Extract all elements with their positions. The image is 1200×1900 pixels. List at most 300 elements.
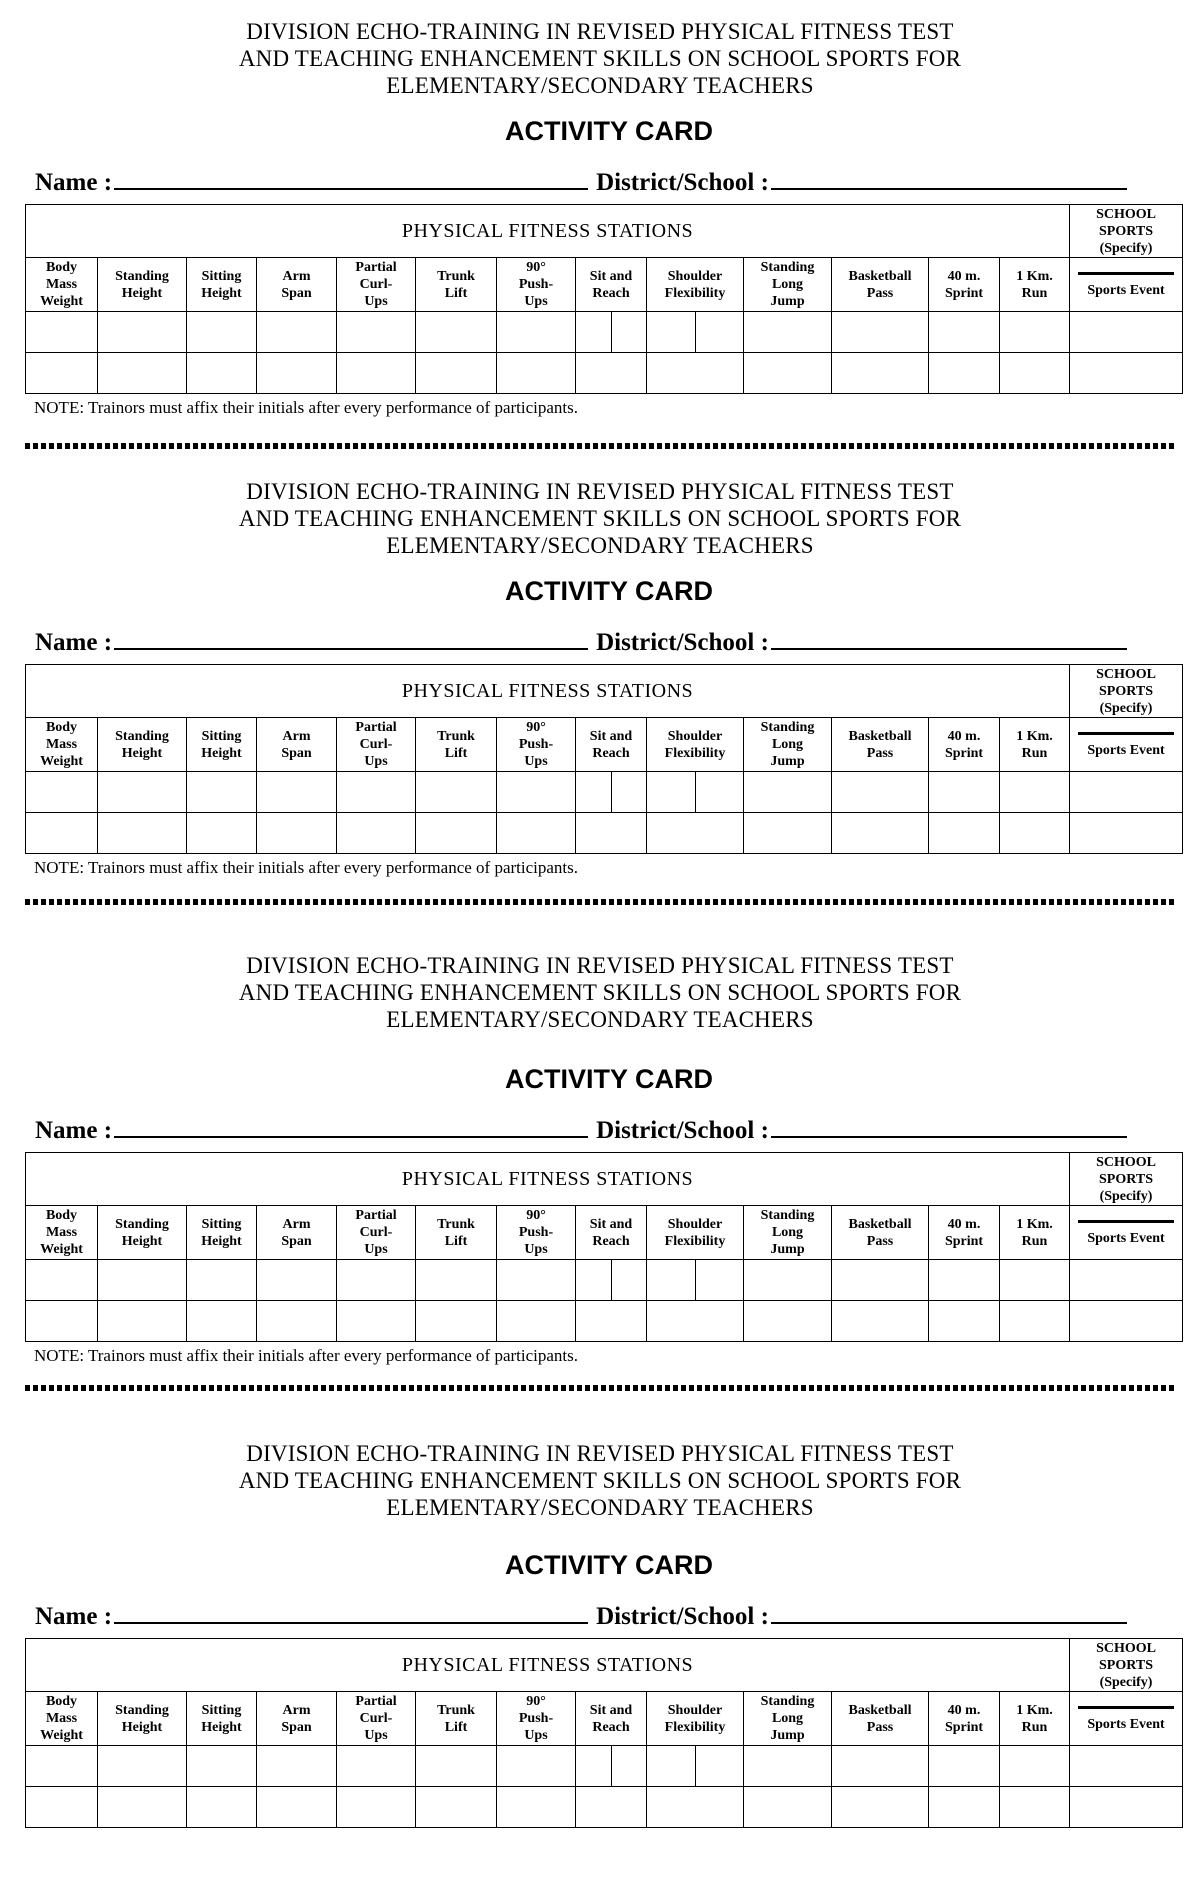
entry-cell[interactable]: [98, 1301, 187, 1342]
entry-cell[interactable]: [337, 1260, 416, 1301]
entry-cell[interactable]: [1070, 813, 1183, 854]
entry-cell[interactable]: [1000, 1746, 1070, 1787]
entry-cell[interactable]: [26, 772, 98, 813]
entry-cell[interactable]: [576, 1260, 647, 1301]
heading-line: DIVISION ECHO-TRAINING IN REVISED PHYSICAL FITNESS TEST: [246, 19, 954, 44]
entry-cell[interactable]: [187, 1301, 257, 1342]
entry-cell[interactable]: [98, 772, 187, 813]
column-header-line: Trunk: [437, 1216, 475, 1232]
column-header-line: Sprint: [944, 1233, 984, 1249]
column-header-line: Push-: [518, 1225, 554, 1240]
entry-cell[interactable]: [416, 312, 497, 353]
column-header-line: Height: [201, 745, 242, 761]
column-header: [744, 258, 832, 312]
entry-cell[interactable]: [929, 1301, 1000, 1342]
column-header-line: Flexibility: [664, 285, 726, 301]
column-header-line: 90°: [526, 1694, 546, 1709]
entry-cell[interactable]: [744, 813, 832, 854]
entry-cell[interactable]: [832, 813, 929, 854]
column-header: [257, 1692, 337, 1746]
column-header: [416, 718, 497, 772]
heading-line: ELEMENTARY/SECONDARY TEACHERS: [386, 533, 814, 558]
column-header-line: Partial: [355, 1208, 397, 1223]
cell-divider: [611, 312, 612, 352]
column-header-line: Pass: [866, 1719, 894, 1735]
name-label: Name :: [35, 169, 113, 196]
column-header-line: Long: [771, 1711, 804, 1726]
name-label: Name :: [35, 629, 113, 656]
entry-cell[interactable]: [187, 772, 257, 813]
entry-cell[interactable]: [337, 353, 416, 394]
column-header-line: Pass: [866, 745, 894, 761]
district-school-field[interactable]: [771, 628, 1127, 650]
district-school-field[interactable]: [771, 1602, 1127, 1624]
school-sports-line: (Specify): [1099, 1674, 1153, 1690]
column-header: [257, 718, 337, 772]
column-header-line: 1 Km.: [1016, 728, 1053, 744]
school-sports-line: (Specify): [1099, 1188, 1153, 1204]
column-header-line: 90°: [526, 1208, 546, 1223]
entry-cell[interactable]: [1070, 312, 1183, 353]
school-sports-line: SCHOOL: [1096, 1640, 1156, 1656]
heading-line: AND TEACHING ENHANCEMENT SKILLS ON SCHOOL SPORTS FOR: [238, 506, 962, 531]
column-header-line: 90°: [526, 720, 546, 735]
entry-cell[interactable]: [257, 813, 337, 854]
column-header: [647, 258, 744, 312]
column-header: [929, 718, 1000, 772]
stations-header: PHYSICAL FITNESS STATIONS: [26, 665, 1070, 718]
heading-line: ELEMENTARY/SECONDARY TEACHERS: [386, 1007, 814, 1032]
entry-cell[interactable]: [576, 1746, 647, 1787]
cell-divider: [695, 772, 696, 812]
entry-cell[interactable]: [416, 772, 497, 813]
column-header: [337, 718, 416, 772]
stations-header: PHYSICAL FITNESS STATIONS: [26, 205, 1070, 258]
name-district-line: [35, 628, 1127, 657]
entry-cell[interactable]: [497, 1787, 576, 1828]
entry-cell[interactable]: [929, 813, 1000, 854]
column-header-line: Height: [201, 1719, 242, 1735]
sports-event-header: [1070, 258, 1183, 312]
column-header-line: Sit and: [589, 1702, 633, 1718]
school-sports-header: [1070, 1153, 1183, 1206]
district-school-field[interactable]: [771, 168, 1127, 190]
column-header-line: Jump: [770, 1242, 805, 1257]
sports-event-label: Sports Event: [1087, 1231, 1165, 1246]
card-title: ACTIVITY CARD: [504, 1550, 713, 1580]
school-sports-line: SPORTS: [1099, 1657, 1153, 1673]
column-header-line: Shoulder: [667, 1216, 723, 1232]
column-header: [576, 1206, 647, 1260]
entry-cell[interactable]: [416, 813, 497, 854]
column-header-line: Reach: [592, 1233, 630, 1249]
column-header-line: Sprint: [944, 745, 984, 761]
column-header: [744, 718, 832, 772]
entry-cell[interactable]: [576, 353, 647, 394]
district-school-label: District/School :: [596, 169, 769, 196]
entry-cell[interactable]: [576, 772, 647, 813]
column-header-line: Shoulder: [667, 268, 723, 284]
entry-cell[interactable]: [832, 1260, 929, 1301]
entry-cell[interactable]: [1070, 353, 1183, 394]
column-header: [26, 258, 98, 312]
stations-header: PHYSICAL FITNESS STATIONS: [26, 1639, 1070, 1692]
card-heading: [0, 478, 1200, 559]
entry-cell[interactable]: [1000, 772, 1070, 813]
entry-cell[interactable]: [26, 1301, 98, 1342]
column-header: [576, 718, 647, 772]
entry-cell[interactable]: [187, 813, 257, 854]
column-header: [1000, 1692, 1070, 1746]
entry-cell[interactable]: [187, 1746, 257, 1787]
entry-cell[interactable]: [497, 1746, 576, 1787]
column-header-line: Jump: [770, 754, 805, 769]
entry-cell[interactable]: [26, 1787, 98, 1828]
entry-cell[interactable]: [257, 1787, 337, 1828]
entry-cell[interactable]: [744, 1260, 832, 1301]
column-header-line: Sit and: [589, 728, 633, 744]
column-header-line: Height: [201, 285, 242, 301]
sports-event-rule: [1078, 732, 1174, 735]
column-header-line: Standing: [115, 1216, 169, 1232]
entry-cell[interactable]: [98, 312, 187, 353]
column-header-line: Span: [281, 1233, 312, 1249]
cell-divider: [611, 1260, 612, 1300]
column-header-line: 40 m.: [947, 728, 981, 744]
entry-cell[interactable]: [497, 813, 576, 854]
entry-cell[interactable]: [1070, 1260, 1183, 1301]
sports-event-header: [1070, 1206, 1183, 1260]
entry-cell[interactable]: [416, 1260, 497, 1301]
school-sports-line: SCHOOL: [1096, 206, 1156, 222]
entry-cell[interactable]: [647, 312, 744, 353]
entry-cell[interactable]: [1070, 1787, 1183, 1828]
column-header: [929, 1692, 1000, 1746]
entry-cell[interactable]: [744, 312, 832, 353]
entry-cell[interactable]: [337, 1301, 416, 1342]
column-header-line: Mass: [45, 1711, 78, 1726]
entry-cell[interactable]: [26, 1260, 98, 1301]
heading-line: ELEMENTARY/SECONDARY TEACHERS: [386, 73, 814, 98]
entry-cell[interactable]: [1070, 772, 1183, 813]
entry-cell[interactable]: [26, 813, 98, 854]
column-header: [832, 1692, 929, 1746]
entry-cell[interactable]: [337, 813, 416, 854]
column-header-line: Weight: [40, 294, 83, 309]
entry-cell[interactable]: [832, 772, 929, 813]
entry-cell[interactable]: [929, 1787, 1000, 1828]
column-header: [647, 718, 744, 772]
heading-line: AND TEACHING ENHANCEMENT SKILLS ON SCHOOL SPORTS FOR: [238, 1468, 962, 1493]
column-header-line: Sprint: [944, 1719, 984, 1735]
column-header: [647, 1692, 744, 1746]
column-header-line: Ups: [364, 1242, 388, 1257]
column-header-line: Lift: [444, 745, 468, 761]
entry-cell[interactable]: [26, 312, 98, 353]
column-header-line: Partial: [355, 720, 397, 735]
column-header-line: Standing: [115, 1702, 169, 1718]
column-header-line: 40 m.: [947, 1216, 981, 1232]
name-field[interactable]: [114, 628, 588, 650]
column-header: [929, 258, 1000, 312]
column-header-line: 90°: [526, 260, 546, 275]
column-header: [497, 258, 576, 312]
district-school-label: District/School :: [596, 1603, 769, 1630]
column-header-line: 1 Km.: [1016, 1216, 1053, 1232]
entry-cell[interactable]: [257, 353, 337, 394]
activity-card: [0, 1440, 1200, 1900]
column-header: [26, 718, 98, 772]
column-header-line: Long: [771, 277, 804, 292]
column-header: [416, 1206, 497, 1260]
column-header-line: Weight: [40, 754, 83, 769]
entry-cell[interactable]: [744, 353, 832, 394]
sports-event-rule: [1078, 1220, 1174, 1223]
entry-cell[interactable]: [337, 1787, 416, 1828]
school-sports-header: [1070, 205, 1183, 258]
heading-line: DIVISION ECHO-TRAINING IN REVISED PHYSICAL FITNESS TEST: [246, 953, 954, 978]
card-title: ACTIVITY CARD: [504, 1064, 713, 1094]
column-header-line: Sprint: [944, 285, 984, 301]
column-header-line: Ups: [524, 754, 548, 769]
column-header: [187, 1206, 257, 1260]
column-header-line: Standing: [760, 1694, 815, 1709]
column-header: [497, 1206, 576, 1260]
name-field[interactable]: [114, 168, 588, 190]
entry-cell[interactable]: [187, 312, 257, 353]
column-header: [832, 1206, 929, 1260]
column-header-line: Span: [281, 745, 312, 761]
entry-cell[interactable]: [647, 813, 744, 854]
entry-cell[interactable]: [744, 1746, 832, 1787]
entry-cell[interactable]: [1000, 312, 1070, 353]
column-header-line: Height: [121, 1719, 163, 1735]
column-header: [337, 1692, 416, 1746]
entry-cell[interactable]: [832, 1746, 929, 1787]
column-header: [832, 258, 929, 312]
entry-cell[interactable]: [98, 1787, 187, 1828]
column-header-line: Weight: [40, 1242, 83, 1257]
cut-line-separator: [25, 899, 1175, 905]
column-header-line: Curl-: [359, 737, 393, 752]
column-header-line: Lift: [444, 1719, 468, 1735]
column-header: [497, 718, 576, 772]
entry-cell[interactable]: [576, 813, 647, 854]
entry-cell[interactable]: [98, 353, 187, 394]
column-header: [1000, 718, 1070, 772]
column-header-line: Weight: [40, 1728, 83, 1743]
heading-line: DIVISION ECHO-TRAINING IN REVISED PHYSICAL FITNESS TEST: [246, 479, 954, 504]
column-header-line: Reach: [592, 285, 630, 301]
entry-cell[interactable]: [832, 312, 929, 353]
column-header: [744, 1692, 832, 1746]
column-header: [187, 718, 257, 772]
fitness-stations-table: [25, 1152, 1183, 1342]
column-header-line: Body: [45, 1208, 78, 1223]
entry-cell[interactable]: [26, 1746, 98, 1787]
entry-cell[interactable]: [647, 772, 744, 813]
column-header-line: Reach: [592, 1719, 630, 1735]
entry-cell[interactable]: [1000, 353, 1070, 394]
school-sports-line: SCHOOL: [1096, 666, 1156, 682]
entry-cell[interactable]: [744, 1787, 832, 1828]
data-row: [26, 772, 1183, 813]
entry-cell[interactable]: [576, 1787, 647, 1828]
column-header-line: Sit and: [589, 268, 633, 284]
entry-cell[interactable]: [257, 312, 337, 353]
district-school-label: District/School :: [596, 1117, 769, 1144]
entry-cell[interactable]: [832, 1787, 929, 1828]
entry-cell[interactable]: [26, 353, 98, 394]
entry-cell[interactable]: [187, 1787, 257, 1828]
entry-cell[interactable]: [98, 1260, 187, 1301]
data-row: [26, 353, 1183, 394]
entry-cell[interactable]: [257, 1301, 337, 1342]
column-header-line: Partial: [355, 1694, 397, 1709]
data-row: [26, 312, 1183, 353]
column-header-line: Body: [45, 720, 78, 735]
column-header-line: Standing: [760, 1208, 815, 1223]
column-header-line: Ups: [364, 754, 388, 769]
column-header: [187, 258, 257, 312]
entry-cell[interactable]: [1000, 1301, 1070, 1342]
column-header-line: Push-: [518, 737, 554, 752]
entry-cell[interactable]: [647, 1746, 744, 1787]
entry-cell[interactable]: [1000, 1260, 1070, 1301]
district-school-field[interactable]: [771, 1116, 1127, 1138]
column-header-line: Flexibility: [664, 745, 726, 761]
column-header-line: 40 m.: [947, 1702, 981, 1718]
entry-cell[interactable]: [1070, 1301, 1183, 1342]
name-district-line: [35, 1602, 1127, 1631]
entry-cell[interactable]: [98, 1746, 187, 1787]
entry-cell[interactable]: [257, 1260, 337, 1301]
column-header-line: Mass: [45, 737, 78, 752]
name-district-line: [35, 168, 1127, 197]
entry-cell[interactable]: [257, 1746, 337, 1787]
name-district-line: [35, 1116, 1127, 1145]
column-header: [98, 718, 187, 772]
column-header: [26, 1206, 98, 1260]
sports-event-rule: [1078, 1706, 1174, 1709]
column-header-line: Basketball: [848, 1702, 912, 1718]
cell-divider: [695, 1260, 696, 1300]
entry-cell[interactable]: [497, 312, 576, 353]
entry-cell[interactable]: [337, 312, 416, 353]
entry-cell[interactable]: [647, 1301, 744, 1342]
entry-cell[interactable]: [1000, 813, 1070, 854]
entry-cell[interactable]: [576, 312, 647, 353]
entry-cell[interactable]: [929, 1746, 1000, 1787]
column-header-line: Basketball: [848, 1216, 912, 1232]
data-row: [26, 1787, 1183, 1828]
column-header-line: Jump: [770, 294, 805, 309]
card-title: ACTIVITY CARD: [504, 576, 713, 606]
column-header: [337, 258, 416, 312]
column-header: [576, 1692, 647, 1746]
entry-cell[interactable]: [337, 1746, 416, 1787]
entry-cell[interactable]: [832, 1301, 929, 1342]
column-header-line: Lift: [444, 1233, 468, 1249]
entry-cell[interactable]: [497, 1260, 576, 1301]
column-header-line: 40 m.: [947, 268, 981, 284]
entry-cell[interactable]: [744, 772, 832, 813]
column-header-line: 1 Km.: [1016, 268, 1053, 284]
entry-cell[interactable]: [647, 353, 744, 394]
entry-cell[interactable]: [416, 1746, 497, 1787]
entry-cell[interactable]: [257, 772, 337, 813]
school-sports-header: [1070, 1639, 1183, 1692]
entry-cell[interactable]: [929, 772, 1000, 813]
column-header-line: Arm: [282, 1702, 311, 1718]
data-row: [26, 1746, 1183, 1787]
entry-cell[interactable]: [929, 353, 1000, 394]
column-header-line: Reach: [592, 745, 630, 761]
entry-cell[interactable]: [1070, 1746, 1183, 1787]
column-header-line: Lift: [444, 285, 468, 301]
entry-cell[interactable]: [497, 1301, 576, 1342]
column-header-line: Body: [45, 1694, 78, 1709]
column-header-line: Arm: [282, 268, 311, 284]
column-header: [929, 1206, 1000, 1260]
entry-cell[interactable]: [832, 353, 929, 394]
column-header: [576, 258, 647, 312]
column-header-line: Mass: [45, 1225, 78, 1240]
heading-line: DIVISION ECHO-TRAINING IN REVISED PHYSICAL FITNESS TEST: [246, 1441, 954, 1466]
entry-cell[interactable]: [497, 353, 576, 394]
entry-cell[interactable]: [187, 353, 257, 394]
entry-cell[interactable]: [647, 1260, 744, 1301]
sports-event-header: [1070, 1692, 1183, 1746]
entry-cell[interactable]: [497, 772, 576, 813]
entry-cell[interactable]: [416, 1787, 497, 1828]
name-field[interactable]: [114, 1602, 588, 1624]
trainor-note: NOTE: Trainors must affix their initials after every performance of participants.: [34, 398, 578, 417]
entry-cell[interactable]: [416, 353, 497, 394]
card-heading: [0, 1440, 1200, 1521]
entry-cell[interactable]: [929, 312, 1000, 353]
entry-cell[interactable]: [576, 1301, 647, 1342]
entry-cell[interactable]: [337, 772, 416, 813]
entry-cell[interactable]: [187, 1260, 257, 1301]
name-field[interactable]: [114, 1116, 588, 1138]
entry-cell[interactable]: [416, 1301, 497, 1342]
school-sports-header: [1070, 665, 1183, 718]
heading-line: ELEMENTARY/SECONDARY TEACHERS: [386, 1495, 814, 1520]
school-sports-line: SPORTS: [1099, 1171, 1153, 1187]
column-header: [257, 258, 337, 312]
activity-card: [0, 952, 1200, 1412]
column-header: [744, 1206, 832, 1260]
entry-cell[interactable]: [1000, 1787, 1070, 1828]
entry-cell[interactable]: [929, 1260, 1000, 1301]
entry-cell[interactable]: [744, 1301, 832, 1342]
column-header-line: Standing: [115, 728, 169, 744]
entry-cell[interactable]: [647, 1787, 744, 1828]
column-header-line: Standing: [760, 260, 815, 275]
column-header-line: Ups: [524, 294, 548, 309]
trainor-note: NOTE: Trainors must affix their initials after every performance of participants.: [34, 858, 578, 877]
name-label: Name :: [35, 1603, 113, 1630]
column-header: [257, 1206, 337, 1260]
entry-cell[interactable]: [98, 813, 187, 854]
column-header: [416, 258, 497, 312]
school-sports-line: (Specify): [1099, 700, 1153, 716]
school-sports-line: SPORTS: [1099, 683, 1153, 699]
column-header-line: Sitting: [201, 1216, 242, 1232]
column-header-line: Arm: [282, 1216, 311, 1232]
column-header-line: Shoulder: [667, 728, 723, 744]
